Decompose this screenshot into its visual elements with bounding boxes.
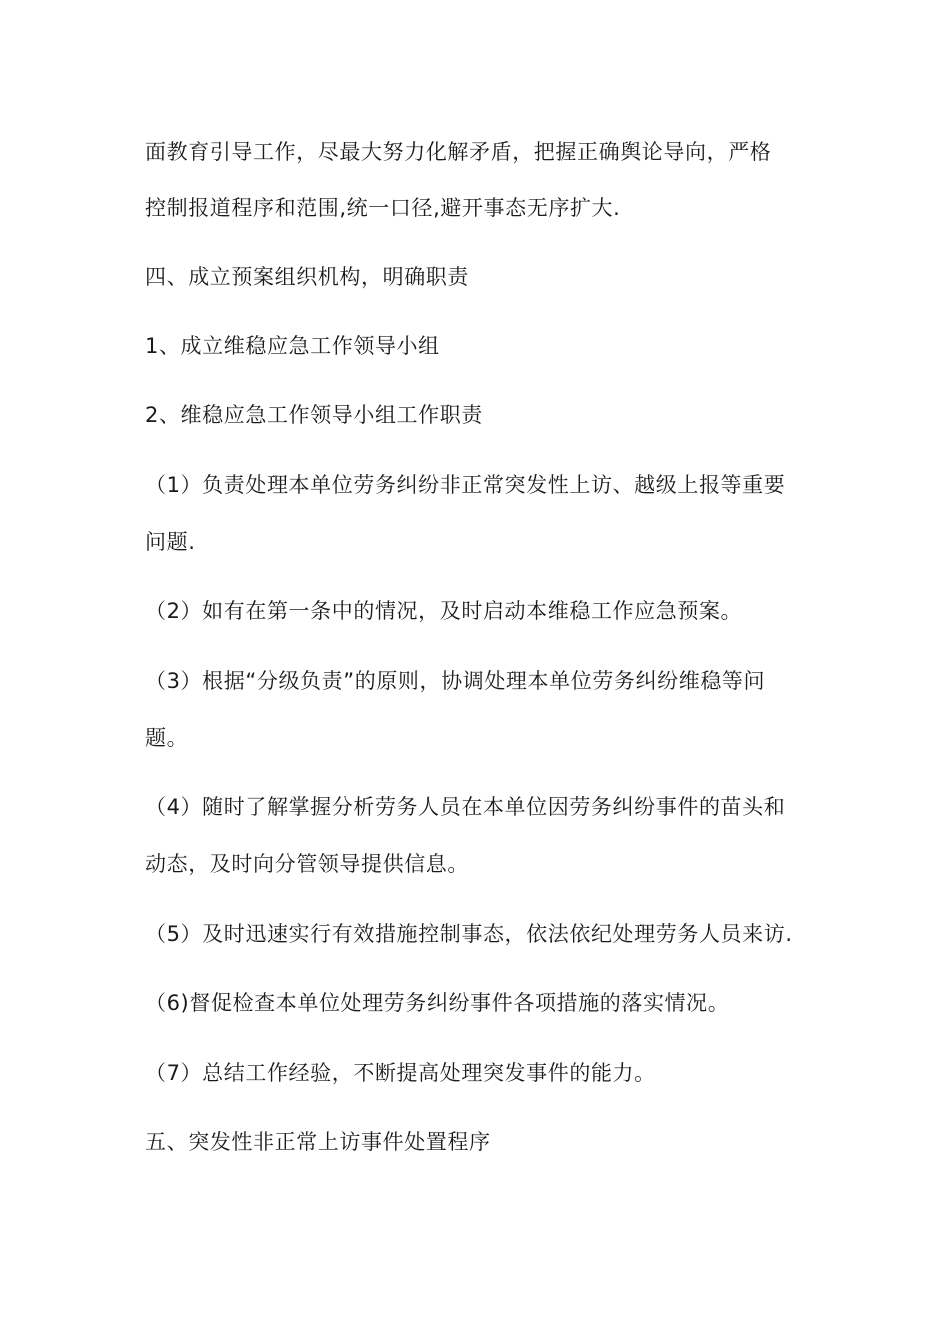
list-item-text: （3）根据“分级负责”的原则，协调处理本单位劳务纠纷维稳等问 <box>145 669 766 693</box>
list-item-text: （5）及时迅速实行有效措施控制事态，依法依纪处理劳务人员来访. <box>145 922 793 946</box>
body-text-line: 面教育引导工作，尽最大努力化解矛盾，把握正确舆论导向，严格 <box>145 140 772 164</box>
list-item-text: 问题. <box>145 530 196 554</box>
list-item-text: （2）如有在第一条中的情况，及时启动本维稳工作应急预案。 <box>145 599 743 623</box>
section-heading: 四、成立预案组织机构，明确职责 <box>145 265 469 289</box>
list-item-text: （6)督促检查本单位处理劳务纠纷事件各项措施的落实情况。 <box>145 991 730 1015</box>
list-item-text: 动态，及时向分管领导提供信息。 <box>145 852 469 876</box>
list-item-text: （7）总结工作经验，不断提高处理突发事件的能力。 <box>145 1061 656 1085</box>
body-text-line: 控制报道程序和范围,统一口径,避开事态无序扩大. <box>145 196 621 220</box>
list-item-text: （1）负责处理本单位劳务纠纷非正常突发性上访、越级上报等重要 <box>145 473 786 497</box>
list-item-text: （4）随时了解掌握分析劳务人员在本单位因劳务纠纷事件的苗头和 <box>145 795 786 819</box>
subsection-heading: 1、成立维稳应急工作领导小组 <box>145 334 440 358</box>
list-item-text: 题。 <box>145 726 189 750</box>
section-heading: 五、突发性非正常上访事件处置程序 <box>145 1130 491 1154</box>
subsection-heading: 2、维稳应急工作领导小组工作职责 <box>145 403 483 427</box>
